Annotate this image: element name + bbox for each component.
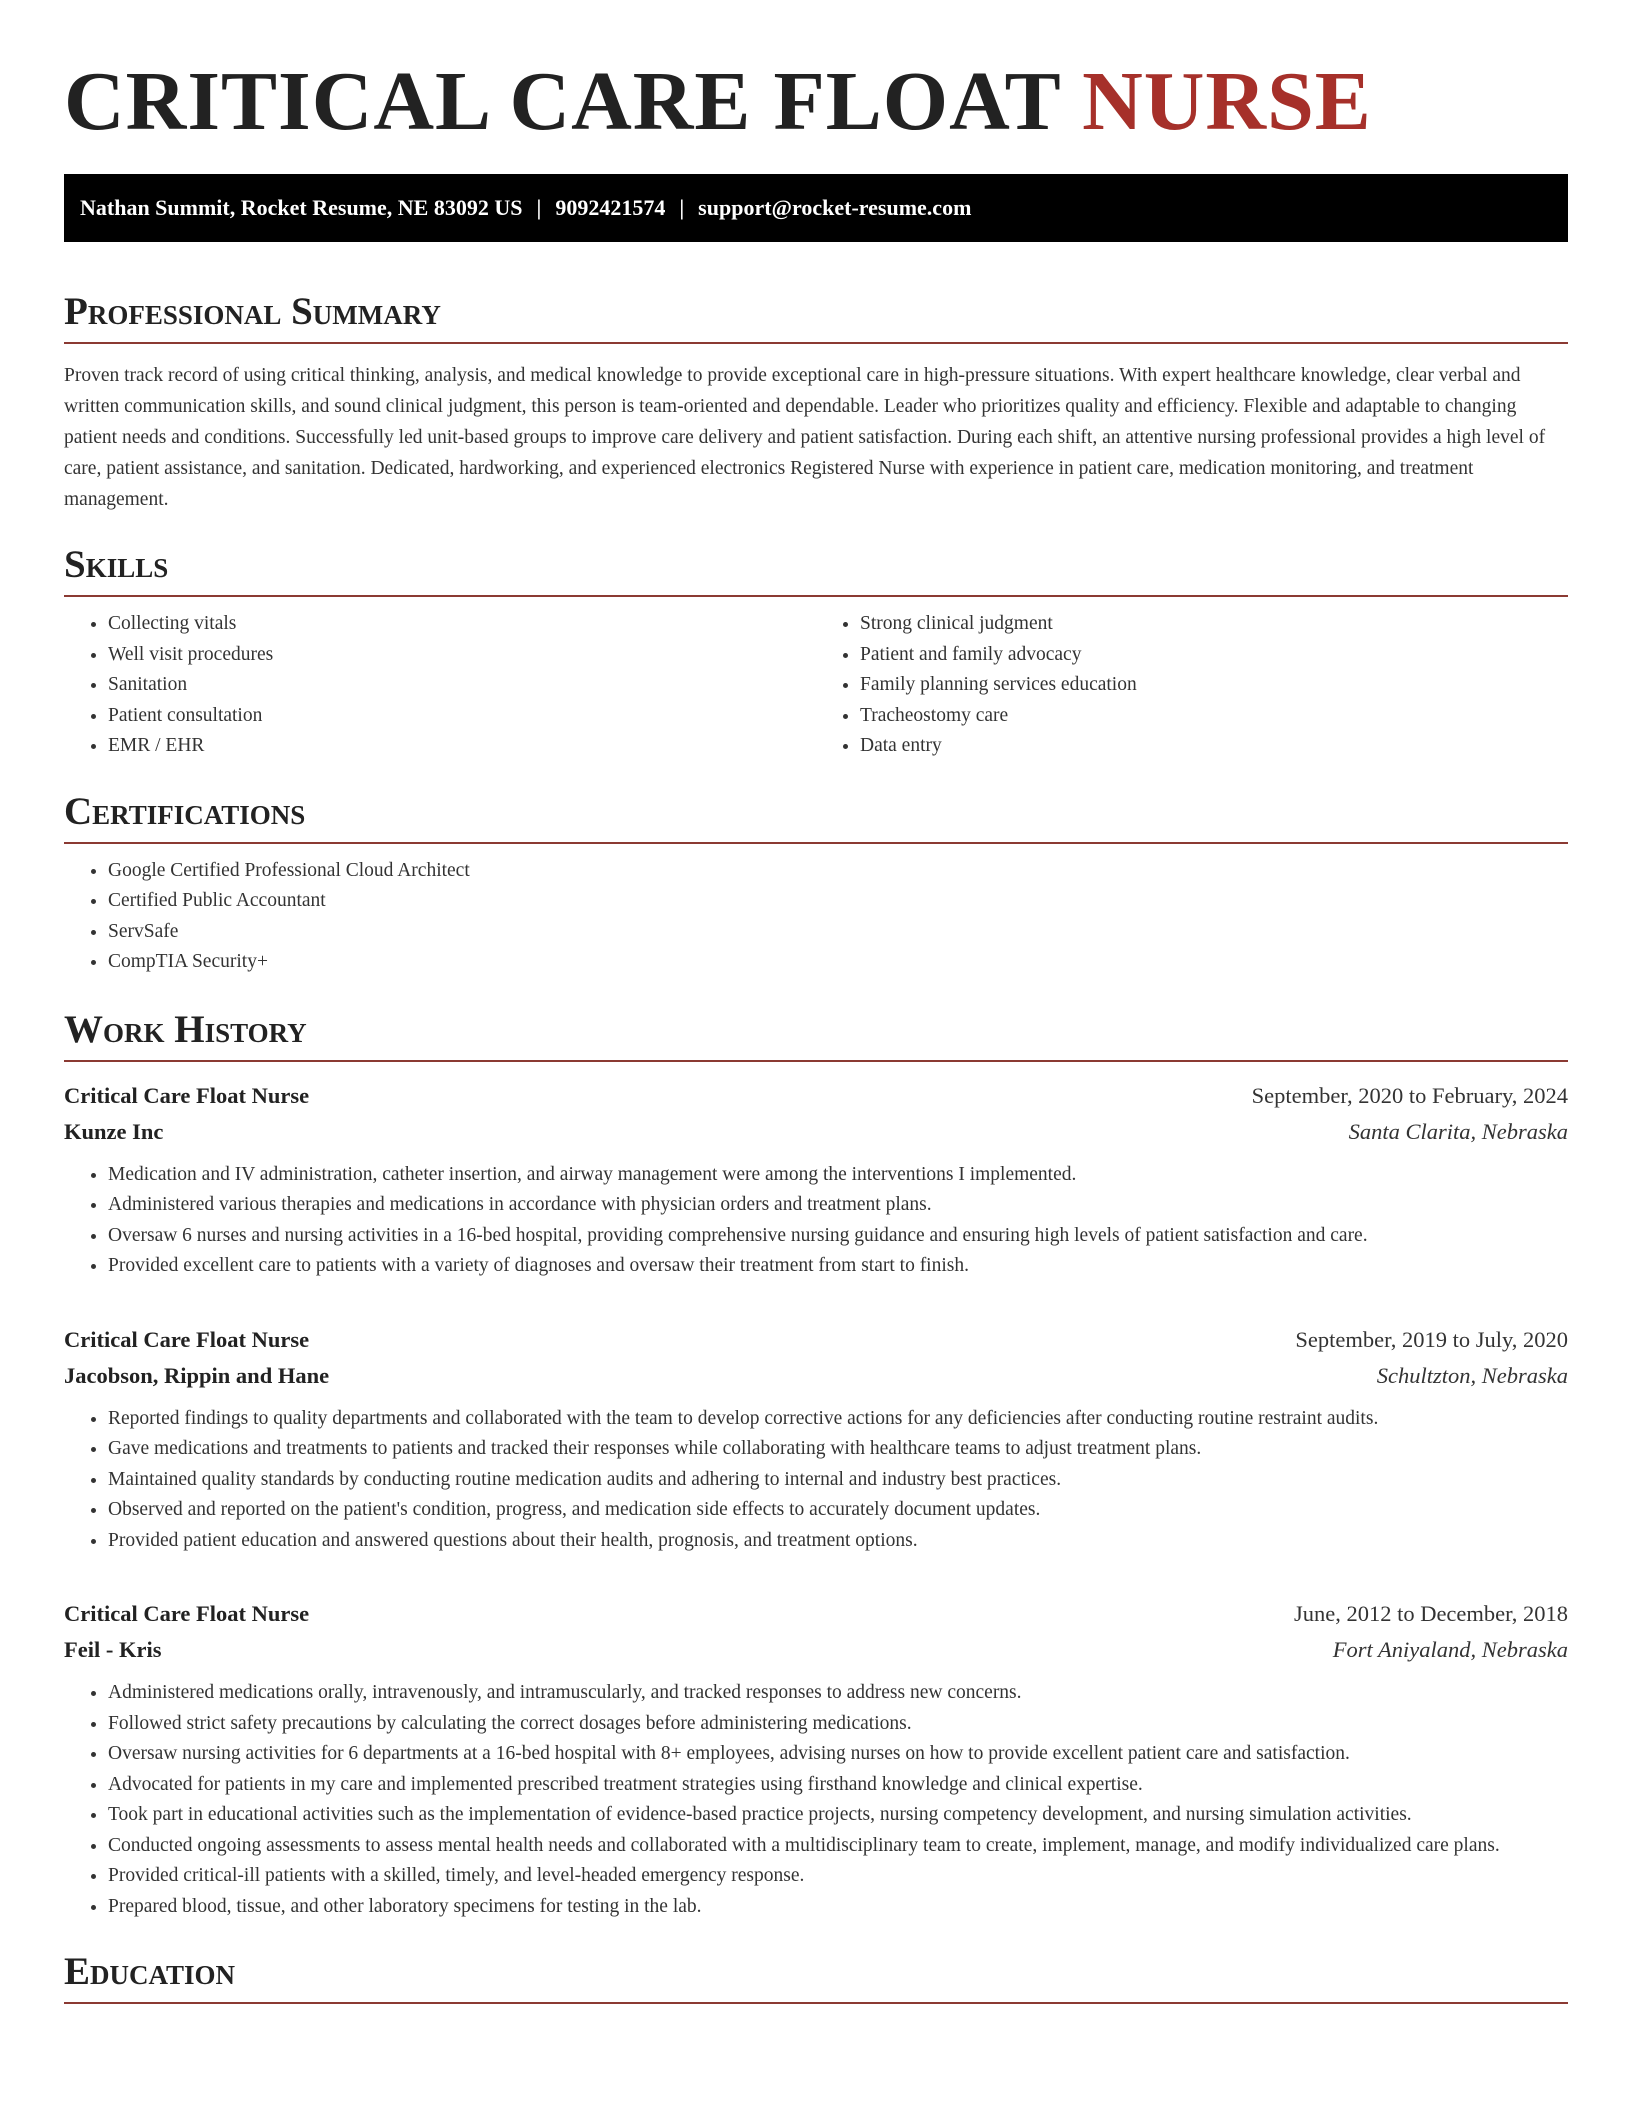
- job-company-row: [64, 1632, 1568, 1668]
- contact-address: Nathan Summit, Rocket Resume, NE 83092 US: [80, 195, 523, 220]
- summary-section: [64, 288, 1568, 515]
- job-bullet: • Gave medications and treatments to patients and tracked their responses while collaborating with healthcare teams to adjust treatment plans.: [108, 1434, 1568, 1465]
- job-bullet: • Oversaw nursing activities for 6 departments at a 16-bed hospital with 8+ employees, advising nurses on how to provide excellent patient care and satisfaction.: [108, 1739, 1568, 1770]
- skill-item: • Strong clinical judgment: [860, 609, 1568, 640]
- summary-heading: Professional Summary: [64, 290, 441, 333]
- job-company: Jacobson, Rippin and Hane: [64, 1362, 330, 1388]
- section-divider: [64, 2002, 1568, 2004]
- job-header-row: [64, 1322, 1568, 1358]
- section-divider: [64, 842, 1568, 844]
- job-bullets: [64, 1678, 1568, 1922]
- job-bullet: • Advocated for patients in my care and implemented prescribed treatment strategies using firsthand knowledge and clinical expertise.: [108, 1770, 1568, 1801]
- job-title: Critical Care Float Nurse: [64, 1326, 310, 1352]
- job-bullet: • Took part in educational activities such as the implementation of evidence-based practice projects, nursing competency development, and nursing simulation activities.: [108, 1800, 1568, 1831]
- skill-item: • Family planning services education: [860, 670, 1568, 701]
- skill-item: • Data entry: [860, 731, 1568, 762]
- work-history-section: [64, 1006, 1568, 1923]
- certification-item: • CompTIA Security+: [108, 947, 1568, 978]
- contact-phone[interactable]: 9092421574: [555, 195, 666, 220]
- job-company-row: [64, 1114, 1568, 1150]
- job-header-row: [64, 1596, 1568, 1632]
- skill-item: • Sanitation: [108, 670, 816, 701]
- job-company-row: [64, 1358, 1568, 1394]
- job-bullet: • Observed and reported on the patient's condition, progress, and medication side effects to accurately document updates.: [108, 1495, 1568, 1526]
- title-accent: NURSE: [1082, 55, 1372, 148]
- job-bullet: • Maintained quality standards by conducting routine medication audits and adhering to internal and industry best practices.: [108, 1465, 1568, 1496]
- job-dates: September, 2019 to July, 2020: [1295, 1326, 1568, 1352]
- job-bullet: • Provided patient education and answered questions about their health, prognosis, and treatment options.: [108, 1526, 1568, 1557]
- section-divider: [64, 1060, 1568, 1062]
- job-bullet: • Oversaw 6 nurses and nursing activities in a 16-bed hospital, providing comprehensive nursing guidance and ensuring high levels of patient satisfaction and care.: [108, 1221, 1568, 1252]
- work-history-heading: Work History: [64, 1007, 307, 1051]
- summary-text: Proven track record of using critical thinking, analysis, and medical knowledge to provide exceptional care in high-pressure situations. With expert healthcare knowledge, clear verbal and written communication skills, and sound clinical judgment, this person is team-oriented and dependable. Leader who prioritizes quality and efficiency. Flexible and adaptable to changing patient needs and conditions. Successfully led unit-based groups to improve care delivery and patient satisfaction. During each shift, an attentive nursing professional provides a high level of care, patient assistance, and sanitation. Dedicated, hardworking, and experienced electronics Registered Nurse with experience in patient care, medication monitoring, and treatment management.: [64, 365, 1546, 510]
- skills-heading: Skills: [64, 543, 169, 586]
- job-dates: September, 2020 to February, 2024: [1251, 1082, 1568, 1108]
- skill-item: • EMR / EHR: [108, 731, 816, 762]
- job-entry: [64, 1322, 1568, 1557]
- certification-item: • ServSafe: [108, 917, 1568, 948]
- job-location: Schultzton, Nebraska: [1376, 1362, 1568, 1388]
- job-entry: [64, 1596, 1568, 1922]
- job-bullets: [64, 1404, 1568, 1557]
- resume-title: [64, 0, 1568, 152]
- job-bullet: • Reported findings to quality departments and collaborated with the team to develop corrective actions for any deficiencies after conducting routine restraint audits.: [108, 1404, 1568, 1435]
- education-section: [64, 1948, 1568, 2004]
- job-bullet: • Followed strict safety precautions by calculating the correct dosages before administering medications.: [108, 1709, 1568, 1740]
- job-bullets: [64, 1160, 1568, 1282]
- skills-section: [64, 541, 1568, 762]
- job-bullet: • Provided critical-ill patients with a skilled, timely, and level-headed emergency response.: [108, 1861, 1568, 1892]
- job-company: Feil - Kris: [64, 1637, 162, 1662]
- certification-item: • Google Certified Professional Cloud Architect: [108, 856, 1568, 887]
- skill-item: • Collecting vitals: [108, 609, 816, 640]
- skill-item: • Well visit procedures: [108, 640, 816, 671]
- contact-separator: |: [679, 195, 685, 220]
- contact-email[interactable]: support@rocket-resume.com: [698, 195, 972, 220]
- job-location: Santa Clarita, Nebraska: [1348, 1118, 1568, 1144]
- job-dates: June, 2012 to December, 2018: [1293, 1601, 1568, 1626]
- skill-item: • Tracheostomy care: [860, 701, 1568, 732]
- contact-separator: |: [536, 195, 542, 220]
- certifications-list: [64, 856, 1568, 978]
- job-entry: [64, 1078, 1568, 1282]
- skills-list-left: [64, 609, 816, 762]
- education-heading: Education: [64, 1950, 236, 1993]
- job-company: Kunze Inc: [64, 1118, 164, 1144]
- job-bullet: • Administered medications orally, intravenously, and intramuscularly, and tracked responses to address new concerns.: [108, 1678, 1568, 1709]
- job-bullet: • Conducted ongoing assessments to assess mental health needs and collaborated with a multidisciplinary team to create, implement, manage, and modify individualized care plans.: [108, 1831, 1568, 1862]
- skill-item: • Patient and family advocacy: [860, 640, 1568, 671]
- contact-bar: [64, 174, 1568, 242]
- job-bullet: • Administered various therapies and medications in accordance with physician orders and treatment plans.: [108, 1190, 1568, 1221]
- certifications-heading: Certifications: [64, 789, 306, 833]
- skill-item: • Patient consultation: [108, 701, 816, 732]
- certifications-section: [64, 788, 1568, 978]
- job-bullet: • Medication and IV administration, catheter insertion, and airway management were among the interventions I implemented.: [108, 1160, 1568, 1191]
- job-header-row: [64, 1078, 1568, 1114]
- job-title: Critical Care Float Nurse: [64, 1082, 310, 1108]
- job-bullet: • Provided excellent care to patients with a variety of diagnoses and oversaw their treatment from start to finish.: [108, 1251, 1568, 1282]
- skills-columns: [64, 597, 1568, 762]
- job-bullet: • Prepared blood, tissue, and other laboratory specimens for testing in the lab.: [108, 1892, 1568, 1923]
- job-title: Critical Care Float Nurse: [64, 1601, 310, 1626]
- certification-item: • Certified Public Accountant: [108, 886, 1568, 917]
- title-main: CRITICAL CARE FLOAT: [64, 55, 1061, 148]
- skills-list-right: [816, 609, 1568, 762]
- section-divider: [64, 342, 1568, 344]
- job-location: Fort Aniyaland, Nebraska: [1332, 1637, 1568, 1662]
